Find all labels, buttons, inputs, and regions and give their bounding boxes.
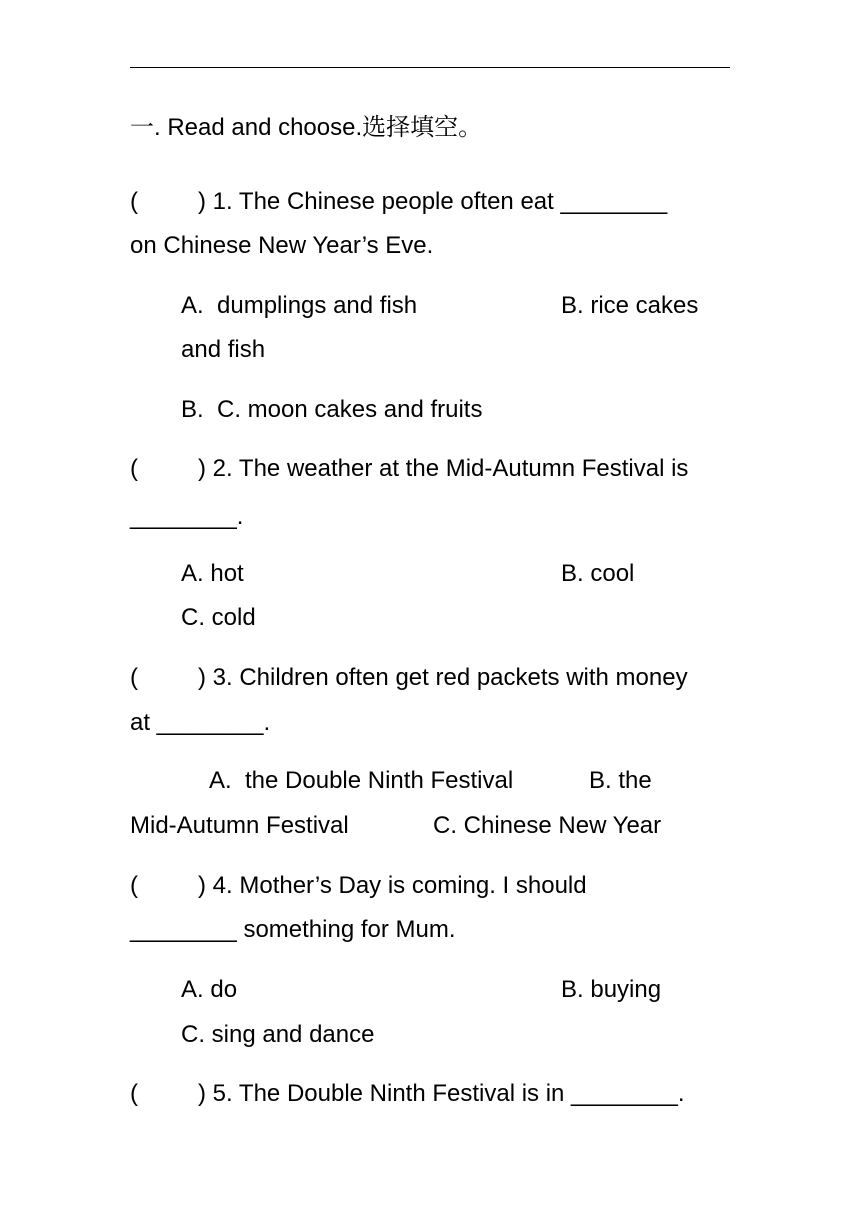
question-1-option-b-cont: and fish (181, 336, 266, 363)
question-1-option-b: B. rice cakes (561, 292, 699, 319)
section-title: 一. Read and choose.选择填空。 (130, 114, 483, 141)
question-1-stem-cont: on Chinese New Year’s Eve. (130, 232, 434, 259)
question-2-option-c: C. cold (181, 604, 256, 631)
question-4-option-a: A. do (181, 976, 238, 1003)
question-4-stem-cont: ________ something for Mum. (130, 916, 456, 943)
question-2-option-b: B. cool (561, 560, 635, 587)
header-rule (130, 67, 730, 68)
question-1-option-a: A. dumplings and fish (181, 292, 418, 319)
question-3-stem: ( ) 3. Children often get red packets with money (130, 664, 688, 691)
question-1-option-c: B. C. moon cakes and fruits (181, 396, 483, 423)
question-3-option-b: B. the (589, 767, 652, 794)
question-4-option-c: C. sing and dance (181, 1021, 375, 1048)
question-2-stem: ( ) 2. The weather at the Mid-Autumn Festival is (130, 455, 689, 482)
question-4-stem: ( ) 4. Mother’s Day is coming. I should (130, 872, 587, 899)
question-3-option-b-cont: Mid-Autumn Festival (130, 812, 349, 839)
question-2-stem-cont: ________. (130, 503, 244, 530)
question-3-stem-cont: at ________. (130, 709, 271, 736)
question-4-option-b: B. buying (561, 976, 662, 1003)
question-3-option-a: A. the Double Ninth Festival (209, 767, 514, 794)
question-3-option-c: C. Chinese New Year (433, 812, 662, 839)
question-2-option-a: A. hot (181, 560, 244, 587)
question-5-stem: ( ) 5. The Double Ninth Festival is in ________. (130, 1080, 685, 1107)
question-1-stem: ( ) 1. The Chinese people often eat ________ (130, 188, 668, 215)
